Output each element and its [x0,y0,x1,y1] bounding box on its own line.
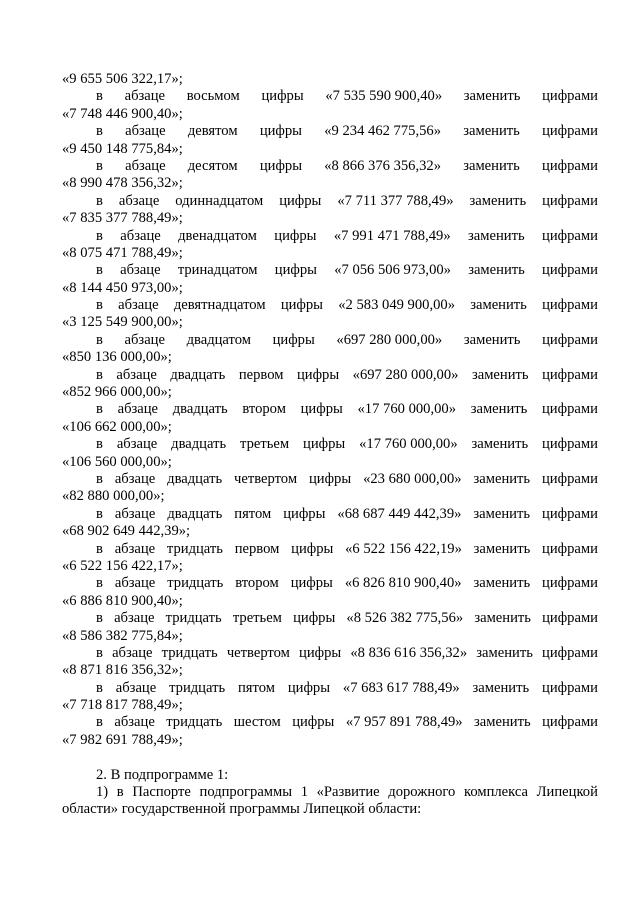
word: первом [234,540,280,557]
word: в [96,331,103,348]
word: абзаце [120,227,161,244]
word: в [96,714,103,731]
word: «7 957 891 788,49» [345,714,463,731]
word: абзаце [118,297,159,314]
word: заменить [463,331,521,348]
word: заменить [473,470,531,487]
word: заменить [470,297,527,314]
amendment-first-line [62,158,598,175]
word: абзаце [114,714,155,731]
word: цифрами [542,575,598,592]
amendment-first-line [62,123,598,140]
word: цифрами [542,644,598,661]
amendment-continuation: «852 966 000,00»; [62,384,172,401]
word: цифры [300,401,343,418]
word: тридцать [165,610,222,627]
word: тридцать [167,575,224,592]
word: цифры [280,297,323,314]
word: дорожного [388,784,456,801]
amendment-first-line [62,436,598,453]
word: третьем [232,610,282,627]
word: двадцать [167,470,223,487]
word: «17 760 000,00» [357,401,457,418]
amendment-continuation: «6 886 810 900,40»; [62,592,183,609]
word: цифрами [542,227,598,244]
amendment-first-line [62,471,598,488]
amendment-continuation: «7 718 817 788,49»; [62,697,183,714]
word: цифрами [542,192,598,209]
word: «697 280 000,00» [336,331,443,348]
word: «9 234 462 775,56» [324,123,441,140]
word: тринадцатом [177,262,258,279]
word: «7 535 590 900,40» [325,88,443,105]
word: цифры [291,540,334,557]
word: в [96,540,103,557]
word: цифрами [542,366,598,383]
word: 1 [300,784,308,801]
word: подпрограммы [199,784,293,801]
word: цифры [287,679,331,696]
word: «7 683 617 788,49» [342,679,460,696]
amendment-continuation: «8 586 382 775,84»; [62,627,183,644]
word: заменить [472,679,530,696]
amendment-continuation: «8 990 478 356,32»; [62,175,183,192]
word: пятом [238,679,275,696]
word: девятнадцатом [173,297,266,314]
amendment-first-line [62,367,598,384]
amendment-continuation: «6 522 156 422,17»; [62,557,183,574]
word: двадцать [167,505,223,522]
word: заменить [476,644,533,661]
word: в [96,505,103,522]
word: цифрами [542,679,598,696]
amendment-first-line [62,645,598,662]
amendment-continuation: «106 560 000,00»; [62,453,172,470]
word: двадцать [171,436,227,453]
word: «23 680 000,00» [363,470,462,487]
word: цифрами [542,262,598,279]
word: заменить [468,227,525,244]
word: в [96,401,103,418]
amendment-first-line [62,575,598,592]
word: цифры [259,123,302,140]
amendment-first-line [62,541,598,558]
word: цифрами [542,436,598,453]
amendment-first-line [62,680,598,697]
word: заменить [474,714,531,731]
word: цифры [292,714,335,731]
word: в [96,157,103,174]
word: двадцать [170,366,226,383]
word: в [96,297,103,314]
word: четвертом [226,644,290,661]
word: «6 522 156 422,19» [345,540,462,557]
word: абзаце [117,401,159,418]
word: абзаце [115,679,157,696]
amendment-first-line [62,193,598,210]
word: заменить [474,610,531,627]
word: цифрами [542,297,598,314]
word: в [96,88,103,105]
word: заменить [463,157,520,174]
word: абзаце [120,262,161,279]
word: одиннадцатом [175,192,264,209]
word: заменить [469,192,527,209]
word: третьем [240,436,290,453]
word: заменить [473,540,531,557]
word: цифрами [542,157,598,174]
word: в [96,679,103,696]
word: цифрами [542,505,598,522]
amendment-first-line [62,610,598,627]
amendment-list [62,71,598,749]
word: абзаце [125,157,166,174]
word: 1) [96,784,109,801]
word: цифры [296,366,340,383]
word: пятом [234,505,272,522]
word: цифрами [542,610,598,627]
word: в [116,784,124,801]
word: цифрами [542,714,598,731]
word: комплекса [463,784,529,801]
word: цифры [290,575,333,592]
word: цифры [259,157,303,174]
amendment-continuation: «82 880 000,00»; [62,488,165,505]
section-heading: 2. В подпрограмме 1: [96,766,229,783]
word: в [96,470,103,487]
word: «17 760 000,00» [359,436,458,453]
word: в [96,192,103,209]
amendment-first-line [62,506,598,523]
word: в [96,262,103,279]
word: цифры [299,644,342,661]
word: в [96,123,103,140]
word: в [96,227,103,244]
amendment-continuation: «7 748 446 900,40»; [62,105,183,122]
word: «2 583 049 900,00» [338,297,455,314]
word: «68 687 449 442,39» [337,505,462,522]
word: абзаце [124,88,166,105]
blank-line [62,749,598,766]
word: заменить [463,123,520,140]
word: цифрами [542,540,598,557]
word: двадцатом [186,331,251,348]
word: тридцать [161,644,218,661]
amendment-first-line [62,401,598,418]
word: тридцать [166,714,223,731]
word: «8 866 376 356,32» [324,157,441,174]
word: «7 711 377 788,49» [337,192,454,209]
word: цифрами [542,401,598,418]
word: четвертом [234,470,298,487]
item-1-first-line [62,784,598,801]
word: в [96,366,103,383]
word: абзаце [114,505,156,522]
word: втором [242,401,286,418]
word: цифрами [542,470,598,487]
word: заменить [468,262,525,279]
word: заменить [463,88,521,105]
word: Липецкой [536,784,598,801]
word: «697 280 000,00» [352,366,459,383]
word: тридцать [166,540,223,557]
word: в [96,610,103,627]
word: цифрами [542,123,598,140]
word: абзаце [116,436,158,453]
amendment-continuation: «106 662 000,00»; [62,418,172,435]
word: цифры [283,505,326,522]
word: абзаце [124,331,165,348]
word: «7 056 506 973,00» [334,262,451,279]
word: цифры [261,88,304,105]
word: «6 826 810 900,40» [344,575,462,592]
word: «8 526 382 775,56» [346,610,464,627]
amendment-first-line [62,714,598,731]
word: цифры [293,610,336,627]
word: десятом [187,157,238,174]
amendment-first-line [62,332,598,349]
word: в [96,575,103,592]
word: цифры [274,227,317,244]
word: «7 991 471 788,49» [333,227,451,244]
word: цифры [272,331,315,348]
amendment-continuation: «8 075 471 788,49»; [62,244,183,261]
word: заменить [471,436,529,453]
word: цифрами [542,88,598,105]
word: втором [235,575,279,592]
amendment-continuation: «850 136 000,00»; [62,349,172,366]
word: тридцать [169,679,226,696]
word: в [96,644,103,661]
word: девятом [187,123,238,140]
word: шестом [233,714,281,731]
word: заменить [473,505,531,522]
amendment-continuation: «8 144 450 973,00»; [62,279,183,296]
word: «Развитие [316,784,380,801]
amendment-continuation: «3 125 549 900,00»; [62,314,183,331]
amendment-first-line [62,228,598,245]
amendment-continuation: «7 835 377 788,49»; [62,210,183,227]
word: цифры [308,470,352,487]
word: заменить [471,366,529,383]
word: восьмом [186,88,240,105]
amendment-first-line [62,297,598,314]
word: в [96,436,103,453]
word: двадцать [172,401,228,418]
word: абзаце [114,540,156,557]
document-body [62,71,598,819]
word: двенадцатом [178,227,257,244]
word: заменить [473,575,531,592]
amendment-first-line [62,262,598,279]
word: «8 836 616 356,32» [350,644,468,661]
amendment-continuation: «9 655 506 322,17»; [62,71,183,87]
word: первом [238,366,284,383]
word: цифрами [542,331,598,348]
amendment-continuation: «68 902 649 442,39»; [62,523,191,540]
word: цифры [274,262,317,279]
amendment-continuation: «8 871 816 356,32»; [62,662,183,679]
word: абзаце [118,192,160,209]
word: заменить [470,401,528,418]
word: цифры [279,192,322,209]
word: абзаце [114,470,156,487]
amendment-continuation: «9 450 148 775,84»; [62,140,183,157]
word: цифры [303,436,346,453]
amendment-first-line [62,88,598,105]
word: абзаце [114,575,156,592]
amendment-continuation: «7 982 691 788,49»; [62,731,183,748]
word: абзаце [114,610,155,627]
item-1-continuation: области» государственной программы Липецкой области: [62,801,422,818]
word: абзаце [112,644,153,661]
word: абзаце [116,366,157,383]
word: Паспорте [132,784,191,801]
word: абзаце [125,123,166,140]
